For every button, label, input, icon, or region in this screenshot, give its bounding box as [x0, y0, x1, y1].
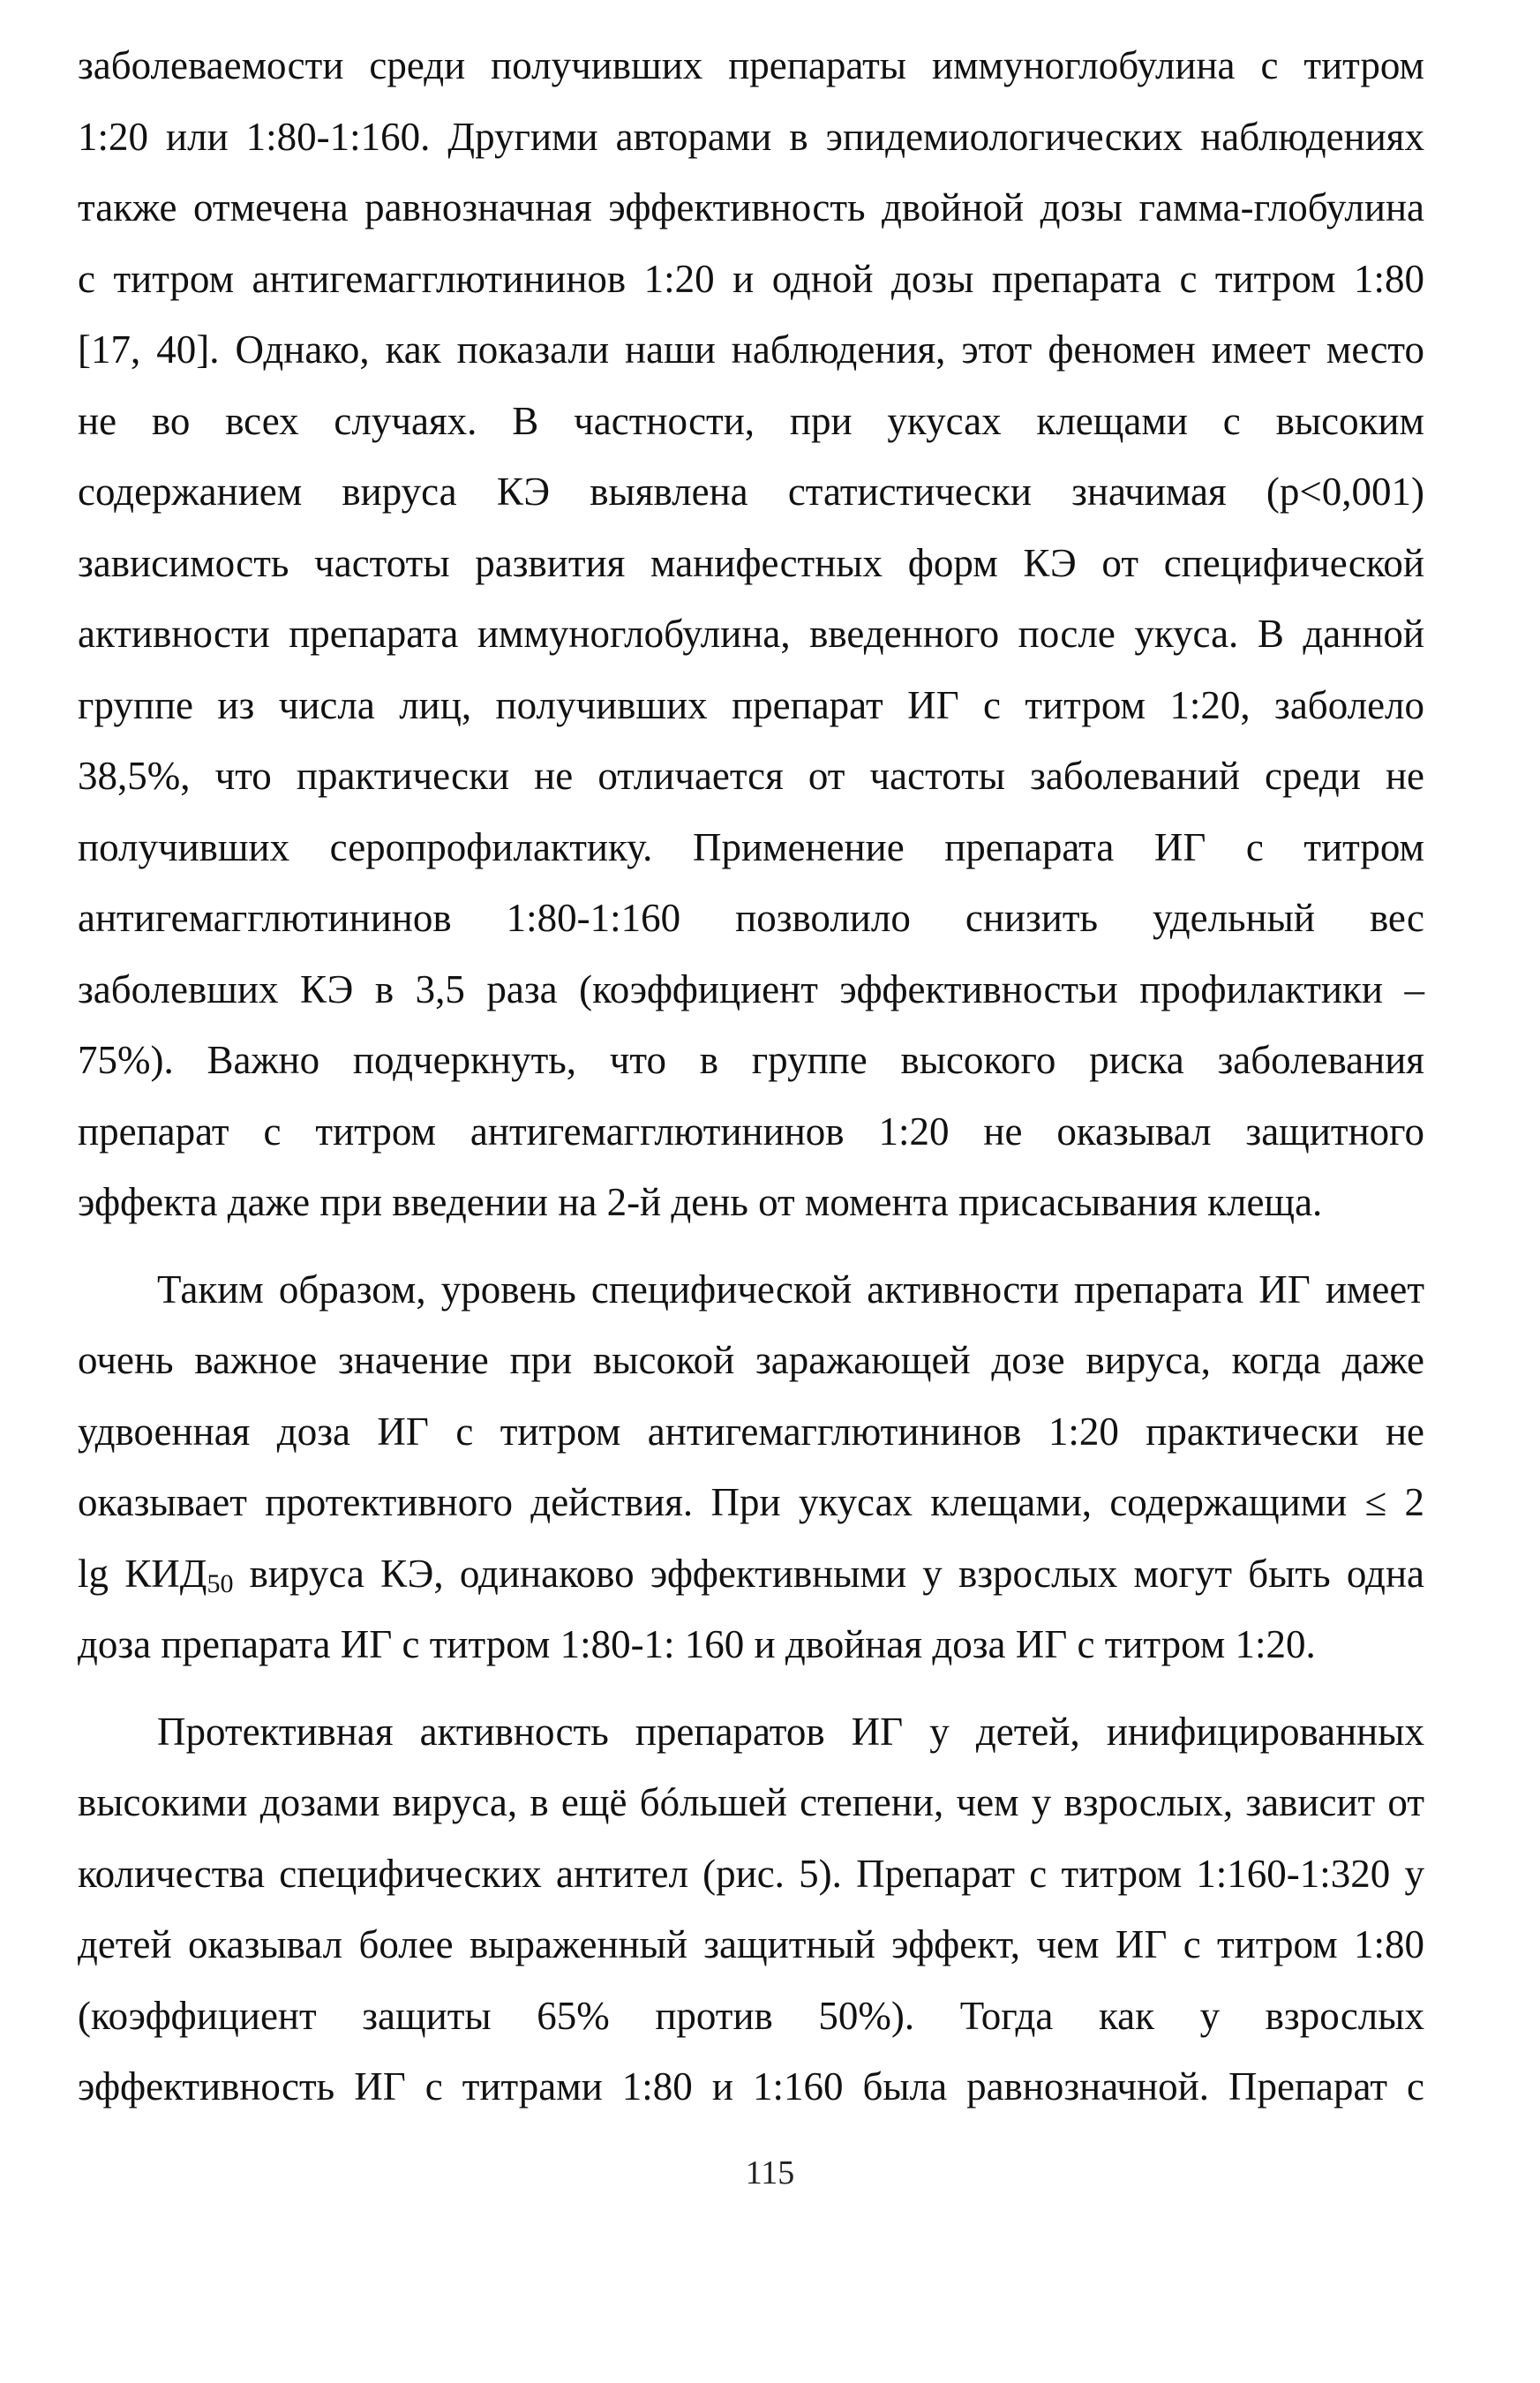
text-line: эффекта даже при введении на 2-й день от момента присасывания клеща. [78, 1180, 1323, 1224]
text-line: Таким образом, уровень специфической активности препарата ИГ имеет [157, 1267, 1424, 1312]
text-line: заболевших КЭ в 3,5 раза (коэффициент эффективностьи профилактики – [78, 966, 1424, 1011]
text-line: количества специфических антител (рис. 5). Препарат с титром 1:160-1:320 у [78, 1851, 1424, 1896]
text-line: заболеваемости среди получивших препараты иммуноглобулина с титром [78, 43, 1424, 87]
text-line: содержанием вируса КЭ выявлена статистически значимая (р<0,001) [78, 470, 1424, 514]
text-line: доза препарата ИГ с титром 1:80-1: 160 и двойная доза ИГ с титром 1:20. [78, 1622, 1316, 1666]
page-number: 115 [745, 2154, 795, 2191]
text-line: эффективность ИГ с титрами 1:80 и 1:160 была равнозначной. Препарат с [78, 2064, 1424, 2109]
paragraph-2 [78, 1254, 1424, 1680]
body-text [78, 30, 1424, 2123]
text-line: 75%). Важно подчеркнуть, что в группе высокого риска заболевания [78, 1038, 1424, 1082]
text-line: (коэффициент защиты 65% против 50%). Тогда как у взрослых [78, 1993, 1424, 2038]
paragraph-3 [78, 1696, 1424, 2123]
text-line-with-subscript [78, 1538, 1424, 1610]
text-line: Протективная активность препаратов ИГ у детей, инифицированных [157, 1709, 1424, 1754]
text-line: также отмечена равнозначная эффективность двойной дозы гамма-глобулина [78, 185, 1424, 229]
text-line: 1:20 или 1:80-1:160. Другими авторами в эпидемиологических наблюдениях [78, 114, 1424, 159]
text-line: активности препарата иммуноглобулина, введенного после укуса. В данной [78, 612, 1424, 656]
text-line: с титром антигемагглютининов 1:20 и одной дозы препарата с титром 1:80 [78, 256, 1424, 301]
text-line: оказывает протективного действия. При укусах клещами, содержащими ≤ 2 [78, 1480, 1424, 1524]
kid-prefix: lg КИД [78, 1551, 207, 1596]
kid-suffix: вируса КЭ, одинаково эффективными у взрослых могут быть одна [233, 1551, 1424, 1596]
text-line: 38,5%, что практически не отличается от частоты заболеваний среди не [78, 754, 1424, 798]
text-line: группе из числа лиц, получивших препарат ИГ с титром 1:20, заболело [78, 682, 1424, 727]
text-line: очень важное значение при высокой заражающей дозе вируса, когда даже [78, 1338, 1424, 1382]
text-line: получивших серопрофилактику. Применение препарата ИГ с титром [78, 824, 1424, 869]
text-line: удвоенная доза ИГ с титром антигемагглютининов 1:20 практически не [78, 1409, 1424, 1454]
kid-subscript: 50 [207, 1568, 234, 1598]
text-line: [17, 40]. Однако, как показали наши наблюдения, этот феномен имеет место [78, 327, 1424, 372]
text-line: антигемагглютининов 1:80-1:160 позволило снизить удельный вес [78, 896, 1424, 940]
text-line: детей оказывал более выраженный защитный эффект, чем ИГ с титром 1:80 [78, 1922, 1424, 1966]
text-line: не во всех случаях. В частности, при укусах клещами с высоким [78, 398, 1424, 443]
text-line: препарат с титром антигемагглютининов 1:20 не оказывал защитного [78, 1109, 1424, 1154]
paragraph-1 [78, 30, 1424, 1238]
text-line: высокими дозами вируса, в ещё бóльшей степени, чем у взрослых, зависит от [78, 1780, 1424, 1824]
text-line: зависимость частоты развития манифестных форм КЭ от специфической [78, 540, 1424, 585]
